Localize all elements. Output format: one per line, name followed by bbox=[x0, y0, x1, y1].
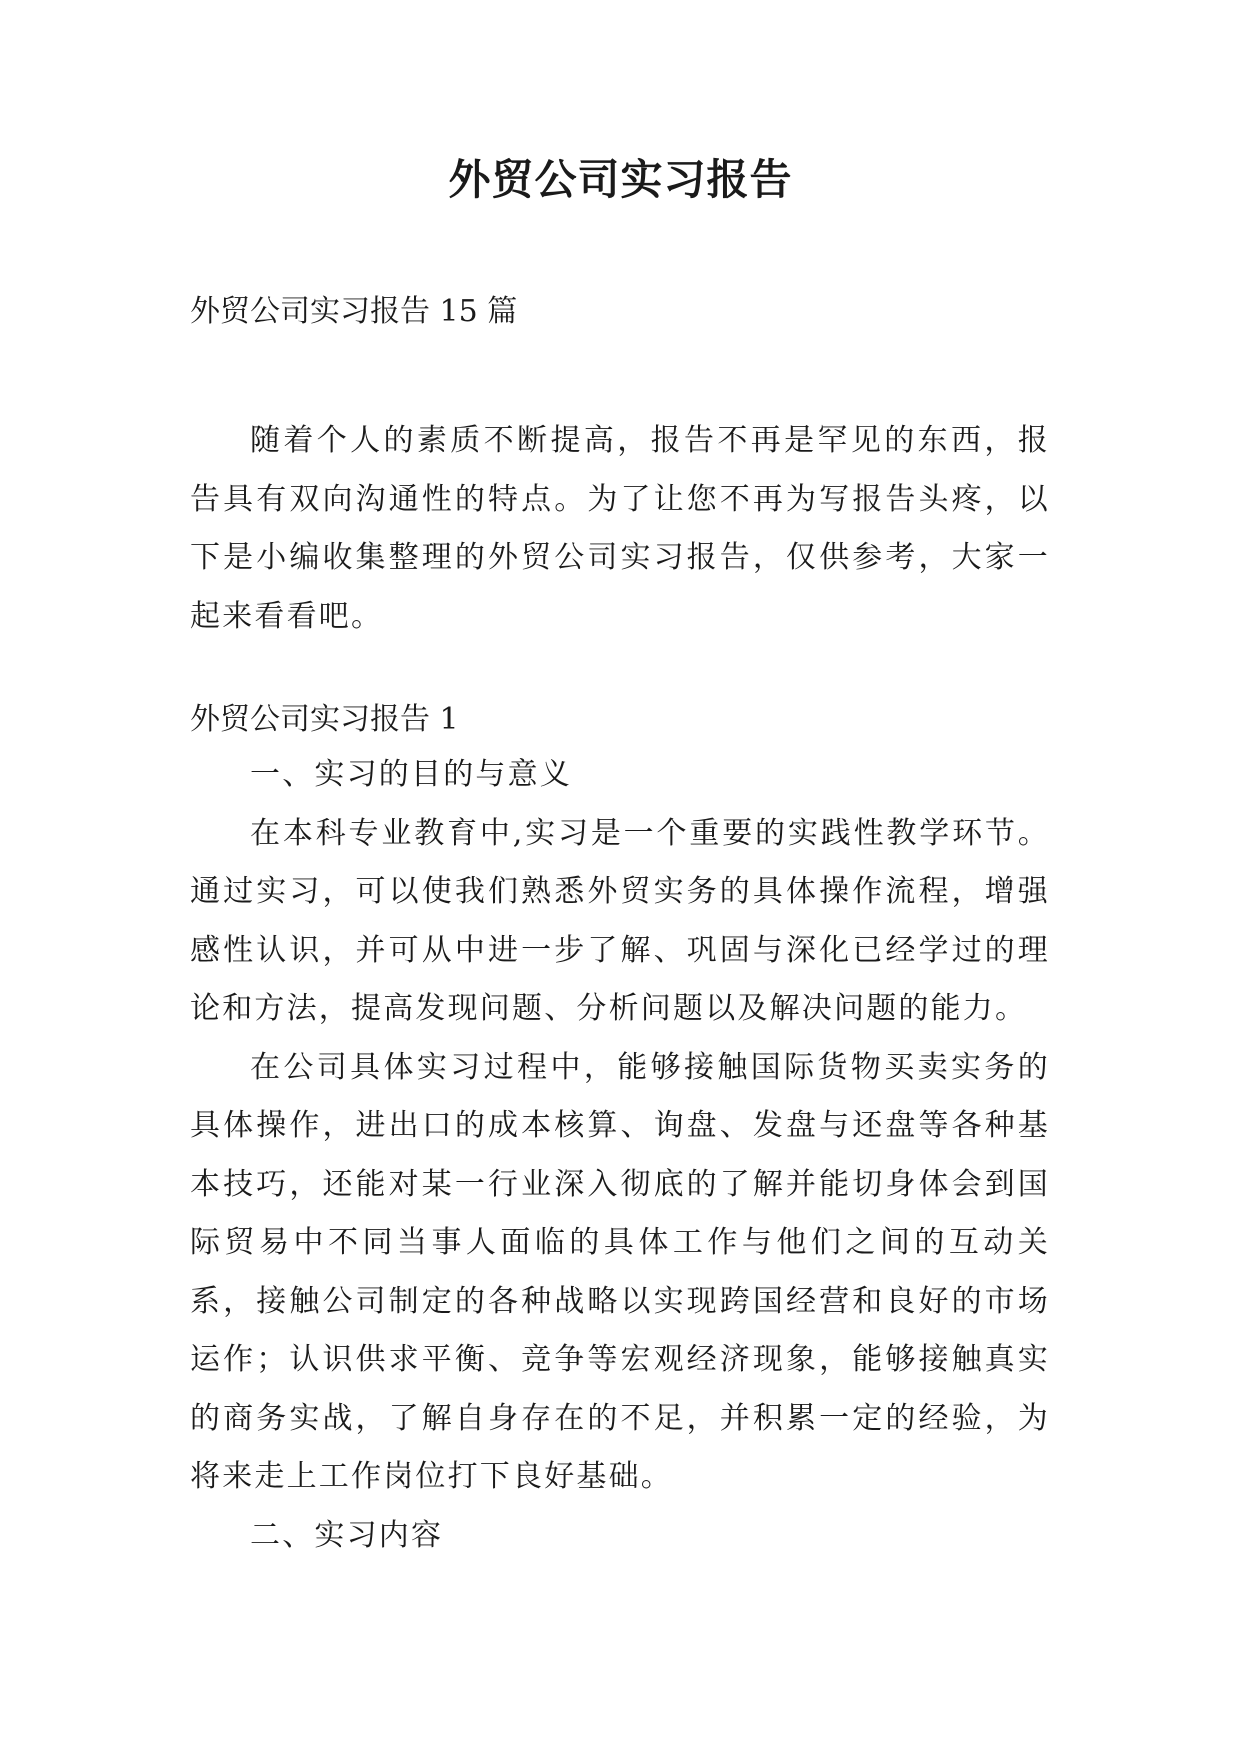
section-title: 外贸公司实习报告 1 bbox=[190, 702, 459, 737]
section-content bbox=[190, 746, 1050, 1565]
heading-purpose: 一、实习的目的与意义 bbox=[250, 757, 572, 792]
document-subtitle: 外贸公司实习报告 15 篇 bbox=[190, 294, 518, 329]
intro-block bbox=[190, 412, 1050, 646]
paragraph-process: 在公司具体实习过程中，能够接触国际货物买卖实务的具体操作，进出口的成本核算、询盘、发盘与还盘等各种基本技巧，还能对某一行业深入彻底的了解并能切身体会到国际贸易中不同当事人面临的具体工作与他们之间的互动关系，接触公司制定的各种战略以实现跨国经营和良好的市场运作；认识供求平衡、竞争等宏观经济现象，能够接触真实的商务实战，了解自身存在的不足，并积累一定的经验，为将来走上工作岗位打下良好基础。 bbox=[190, 1049, 1050, 1494]
heading-content: 二、实习内容 bbox=[250, 1517, 444, 1553]
intro-paragraph: 随着个人的素质不断提高，报告不再是罕见的东西，报告具有双向沟通性的特点。为了让您不再为写报告头疼，以下是小编收集整理的外贸公司实习报告，仅供参考，大家一起来看看吧。 bbox=[190, 423, 1050, 634]
paragraph-purpose: 在本科专业教育中,实习是一个重要的实践性教学环节。通过实习，可以使我们熟悉外贸实务的具体操作流程，增强感性认识，并可从中进一步了解、巩固与深化已经学过的理论和方法，提高发现问题、分析问题以及解决问题的能力。 bbox=[190, 815, 1050, 1026]
document-title: 外贸公司实习报告 bbox=[448, 155, 793, 204]
